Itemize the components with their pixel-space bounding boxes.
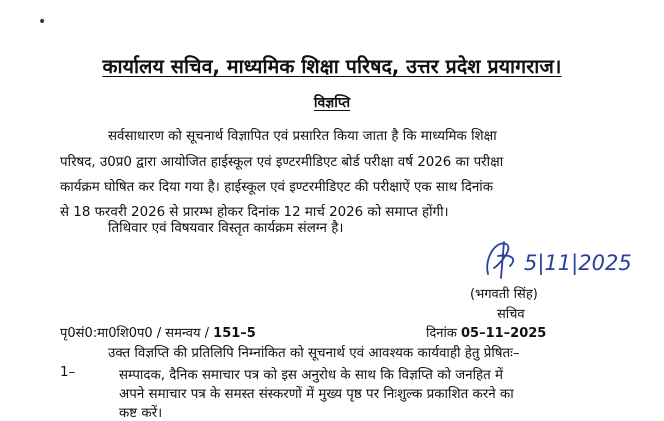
corner-mark: • (38, 14, 47, 30)
office-title: कार्यालय सचिव, माध्यमिक शिक्षा परिषद, उत्तर प्रदेश प्रयागराज। (102, 55, 562, 78)
body-line: तिथिवार एवं विषयवार विस्तृत कार्यक्रम संलग्न है। (108, 221, 344, 236)
reference-prefix: पृ0सं0:मा0शि0प0 / समन्वय / (60, 326, 210, 341)
handwritten-signature (474, 234, 634, 284)
signer-name: (भगवती सिंह) (470, 287, 538, 302)
body-line: सर्वसाधारण को सूचनार्थ विज्ञापित एवं प्रसारित किया जाता है कि माध्यमिक शिक्षा (108, 129, 497, 144)
copy-intro: उक्त विज्ञप्ति की प्रतिलिपि निम्नांकित को सूचनार्थ एवं आवश्यक कार्यवाही हेतु प्रेषितः– (108, 346, 520, 361)
body-line: परिषद, उ0प्र0 द्वारा आयोजित हाईस्कूल एवं इण्टरमीडिएट बोर्ड परीक्षा वर्ष 2026 का परीक्षा (60, 155, 504, 170)
reference-date (426, 323, 546, 341)
copy-item-line: सम्पादक, दैनिक समाचार पत्र को इस अनुरोध के साथ कि विज्ञप्ति को जनहित में (119, 368, 504, 383)
copy-item-line: कष्ट करें। (119, 406, 163, 421)
reference-serial: 151–5 (213, 326, 256, 341)
body-line: कार्यक्रम घोषित कर दिया गया है। हाईस्कूल एवं इण्टरमीडिएट की परीक्षाऐं एक साथ दिनांक (60, 180, 494, 195)
date-value: 05–11–2025 (460, 326, 547, 341)
date-label: दिनांक (426, 326, 457, 341)
copy-item-number: 1– (60, 365, 76, 380)
signer-designation: सचिव (497, 307, 525, 322)
notice-heading: विज्ञप्ति (313, 95, 351, 111)
signature-date: 5|11|2025 (524, 251, 632, 275)
body-line: से 18 फरवरी 2026 से प्रारम्भ होकर दिनांक 12 मार्च 2026 को समाप्त होंगी। (60, 205, 449, 220)
copy-item-line: अपने समाचार पत्र के समस्त संस्करणों में मुख्य पृष्ठ पर निःशुल्क प्रकाशित करने का (119, 387, 514, 402)
reference-number (60, 323, 256, 341)
